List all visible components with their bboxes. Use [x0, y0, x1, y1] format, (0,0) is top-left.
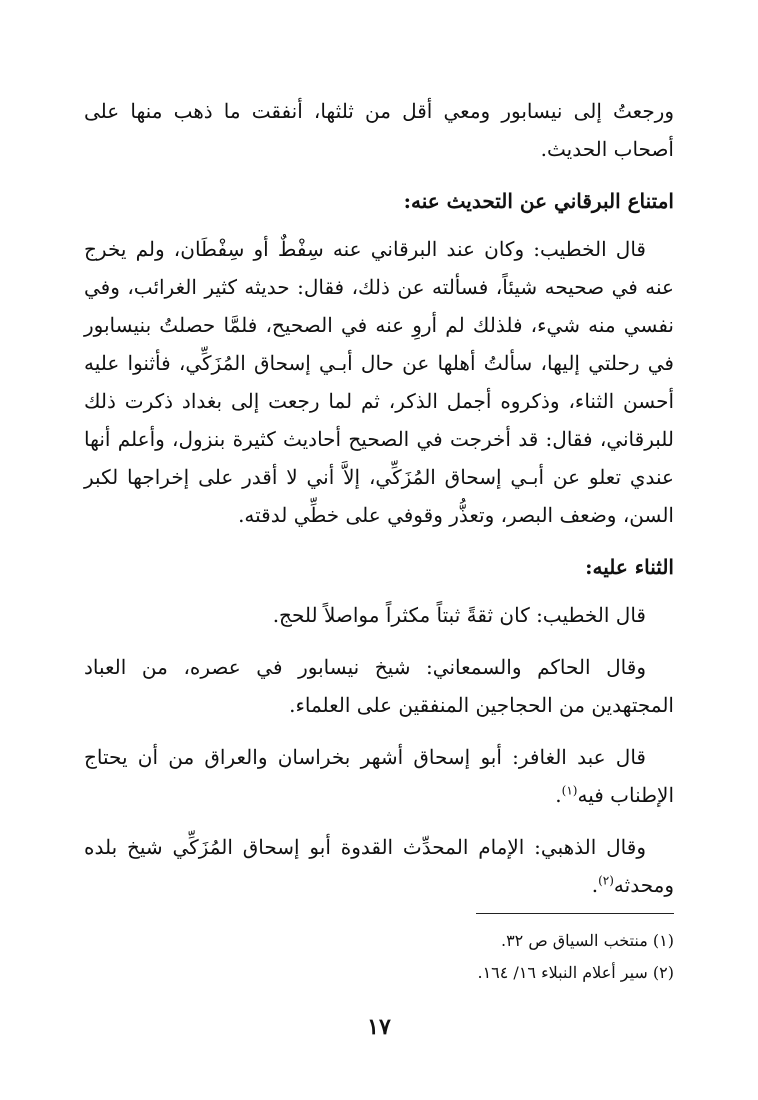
- main-text: [84, 92, 674, 918]
- paragraph-intro: ورجعتُ إلى نيسابور ومعي أقل من ثلثها، أنفقت ما ذهب منها على أصحاب الحديث.: [84, 99, 674, 161]
- paragraph-abd-al-ghafir-text: قال عبد الغافر: أبو إسحاق أشهر بخراسان والعراق من أن يحتاج الإطناب فيه: [84, 745, 674, 807]
- paragraph-abd-al-ghafir: [84, 738, 674, 814]
- paragraph-dhahabi-text: وقال الذهبي: الإمام المحدِّث القدوة أبو إسحاق المُزَكِّي شيخ بلده ومحدثه: [84, 835, 674, 897]
- footnote-2: (٢) سير أعلام النبلاء ١٦/ ١٦٤.: [477, 963, 674, 982]
- section-heading-praise: الثناء عليه:: [585, 555, 674, 579]
- footnote-1: (١) منتخب السياق ص ٣٢.: [500, 931, 674, 950]
- paragraph-khatib-barqani: قال الخطيب: وكان عند البرقاني عنه سِفْطٌ أو سِفْطَان، ولم يخرج عنه في صحيحه شيئاً، فسألته عن ذلك، فقال: حديثه كثير الغرائب، وفي نفسي منه شيء، فلذلك لم أروِ عنه في الصحيح، فلمَّا حصلتُ بنيسابور في رحلتي إليها، سألتُ أهلها عن حال أبـي إسحاق المُزَكِّي، فأثنوا عليه أحسن الثناء، وذكروه أجمل الذكر، ثم لما رجعت إلى بغداد ذكرت ذلك للبرقاني، فقال: قد أخرجت في الصحيح أحاديث كثيرة بنزول، وأعلم أنها عندي تعلو عن أبـي إسحاق المُزَكِّي، إلاَّ أني لا أقدر على إخراجها لكبر السن، وضعف البصر، وتعذُّر وقوفي على خطِّي لدقته.: [84, 237, 674, 527]
- paragraph-hakim-samani: وقال الحاكم والسمعاني: شيخ نيسابور في عصره، من العباد المجتهدين من الحجاجين المنفقين على العلماء.: [84, 655, 674, 717]
- footnote-ref-1: (١): [561, 783, 578, 798]
- footnotes: [84, 925, 674, 989]
- paragraph-dhahabi-end: .: [591, 873, 599, 897]
- page-number: ١٧: [367, 1014, 391, 1040]
- paragraph-dhahabi: [84, 828, 674, 904]
- section-heading-refusal: امتناع البرقاني عن التحديث عنه:: [403, 189, 674, 213]
- paragraph-abd-al-ghafir-end: .: [555, 783, 562, 807]
- paragraph-khatib-praise: قال الخطيب: كان ثقةً ثبتاً مكثراً مواصلاً للحج.: [272, 603, 646, 627]
- footnote-divider: [476, 913, 674, 914]
- footnote-ref-2: (٢): [598, 873, 614, 888]
